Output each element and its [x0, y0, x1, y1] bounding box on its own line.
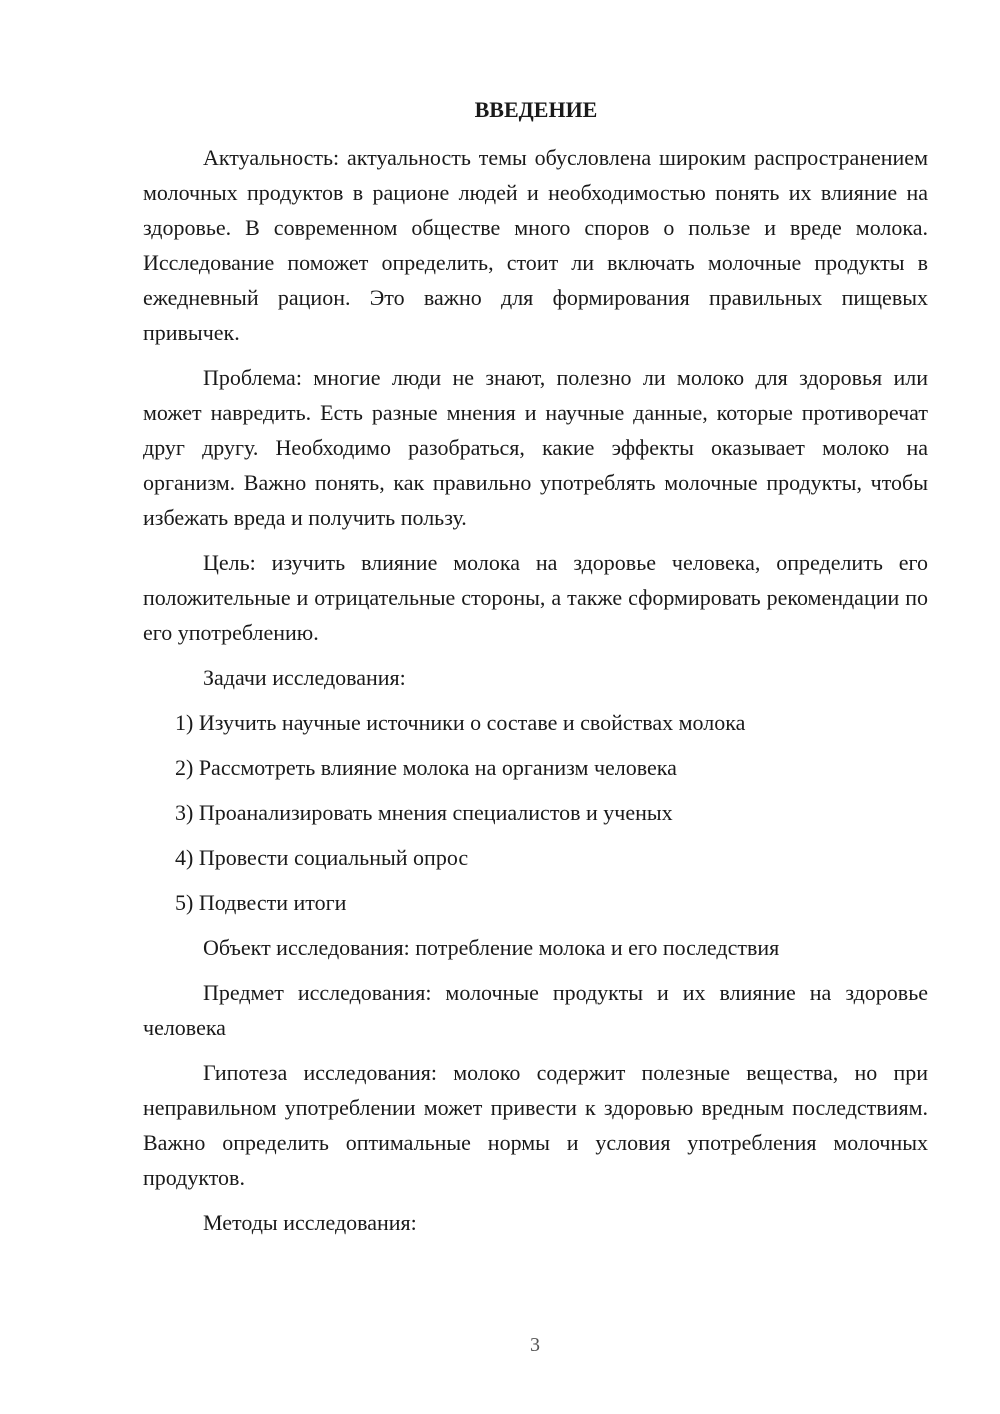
tasks-heading: Задачи исследования: [203, 665, 406, 690]
task-item: 2) Рассмотреть влияние молока на организм человека [175, 755, 677, 780]
task-item: 1) Изучить научные источники о составе и свойствах молока [175, 710, 746, 735]
goal-paragraph: Цель: изучить влияние молока на здоровье человека, определить его положительные и отрицательные стороны, а также сформировать рекомендации по его употреблению. [143, 550, 928, 645]
methods-paragraph: Методы исследования: [203, 1210, 417, 1235]
task-list [143, 705, 928, 920]
task-item: 3) Проанализировать мнения специалистов и ученых [175, 800, 673, 825]
page-content [143, 90, 928, 1250]
hypothesis-paragraph: Гипотеза исследования: молоко содержит полезные вещества, но при неправильном употреблении может привести к здоровью вредным последствиям. Важно определить оптимальные нормы и условия употребления молочных продуктов. [143, 1060, 928, 1190]
problem-paragraph: Проблема: многие люди не знают, полезно ли молоко для здоровья или может навредить. Есть разные мнения и научные данные, которые противоречат друг другу. Необходимо разобраться, какие эффекты оказывает молоко на организм. Важно понять, как правильно употреблять молочные продукты, чтобы избежать вреда и получить пользу. [143, 365, 928, 530]
section-title: ВВЕДЕНИЕ [474, 97, 598, 122]
object-paragraph: Объект исследования: потребление молока и его последствия [203, 935, 780, 960]
page-number: 3 [530, 1334, 540, 1356]
task-item: 4) Провести социальный опрос [175, 845, 469, 870]
relevance-paragraph: Актуальность: актуальность темы обусловлена широким распространением молочных продуктов в рационе людей и необходимостью понять их влияние на здоровье. В современном обществе много споров о пользе и вреде молока. Исследование поможет определить, стоит ли включать молочные продукты в ежедневный рацион. Это важно для формирования правильных пищевых привычек. [143, 145, 928, 345]
task-item: 5) Подвести итоги [175, 890, 347, 915]
subject-paragraph: Предмет исследования: молочные продукты и их влияние на здоровье человека [143, 980, 928, 1040]
